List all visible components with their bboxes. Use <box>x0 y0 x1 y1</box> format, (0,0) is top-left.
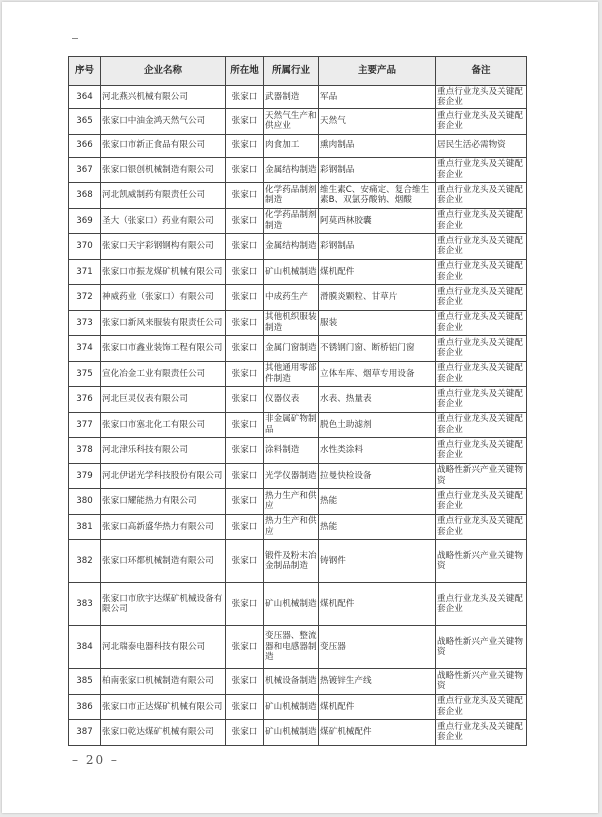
cell-city: 张家口 <box>226 157 264 183</box>
table-row <box>69 412 527 438</box>
cell-industry: 化学药品制剂制造 <box>264 208 319 234</box>
table-row <box>69 134 527 157</box>
cell-product: 彩钢制品 <box>319 157 436 183</box>
table-row <box>69 109 527 135</box>
cell-product: 煤机配件 <box>319 694 436 720</box>
cell-no: 380 <box>69 489 101 515</box>
cell-product: 滑膜炎颗粒、甘草片 <box>319 285 436 311</box>
cell-name: 张家口天宇彩钢钢构有限公司 <box>101 234 226 260</box>
cell-name: 河北凯威制药有限责任公司 <box>101 183 226 209</box>
cell-industry: 其他通用零部件制造 <box>264 361 319 387</box>
cell-product: 熏肉制品 <box>319 134 436 157</box>
table-row <box>69 626 527 669</box>
cell-industry: 锻件及粉末冶金制品制造 <box>264 540 319 583</box>
table-row <box>69 285 527 311</box>
cell-no: 385 <box>69 669 101 695</box>
cell-product: 立体车库、烟草专用设备 <box>319 361 436 387</box>
cell-city: 张家口 <box>226 109 264 135</box>
cell-product: 热能 <box>319 489 436 515</box>
table-row <box>69 489 527 515</box>
cell-industry: 矿山机械制造 <box>264 259 319 285</box>
cell-industry: 矿山机械制造 <box>264 583 319 626</box>
cell-note: 重点行业龙头及关键配套企业 <box>436 109 527 135</box>
cell-product: 煤机配件 <box>319 259 436 285</box>
cell-no: 381 <box>69 514 101 540</box>
cell-no: 370 <box>69 234 101 260</box>
cell-product: 铸钢件 <box>319 540 436 583</box>
cell-product: 水性类涂料 <box>319 438 436 464</box>
cell-city: 张家口 <box>226 208 264 234</box>
cell-city: 张家口 <box>226 259 264 285</box>
cell-name: 张家口市鑫业装饰工程有限公司 <box>101 336 226 362</box>
cell-industry: 金属结构制造 <box>264 234 319 260</box>
cell-name: 张家口市塞北化工有限公司 <box>101 412 226 438</box>
cell-name: 张家口环都机械制造有限公司 <box>101 540 226 583</box>
cell-city: 张家口 <box>226 438 264 464</box>
cell-name: 河北巨灵仪表有限公司 <box>101 387 226 413</box>
cell-product: 水表、热量表 <box>319 387 436 413</box>
cell-industry: 化学药品制剂制造 <box>264 183 319 209</box>
cell-city: 张家口 <box>226 514 264 540</box>
cell-no: 375 <box>69 361 101 387</box>
header-name: 企业名称 <box>101 57 226 86</box>
cell-industry: 武器制造 <box>264 86 319 109</box>
cell-name: 张家口市欣宇达煤矿机械设备有限公司 <box>101 583 226 626</box>
cell-no: 379 <box>69 463 101 489</box>
cell-industry: 非金属矿物制品 <box>264 412 319 438</box>
cell-no: 368 <box>69 183 101 209</box>
cell-note: 重点行业龙头及关键配套企业 <box>436 387 527 413</box>
table-row <box>69 540 527 583</box>
cell-city: 张家口 <box>226 86 264 109</box>
cell-name: 河北伊诺光学科技股份有限公司 <box>101 463 226 489</box>
table-row <box>69 387 527 413</box>
cell-note: 重点行业龙头及关键配套企业 <box>436 489 527 515</box>
cell-product: 不锈钢门窗、断桥铝门窗 <box>319 336 436 362</box>
cell-name: 柏南张家口机械制造有限公司 <box>101 669 226 695</box>
table-row <box>69 669 527 695</box>
cell-no: 371 <box>69 259 101 285</box>
cell-product: 变压器 <box>319 626 436 669</box>
cell-name: 河北燕兴机械有限公司 <box>101 86 226 109</box>
cell-product: 热能 <box>319 514 436 540</box>
table-row <box>69 720 527 746</box>
table-row <box>69 463 527 489</box>
cell-city: 张家口 <box>226 583 264 626</box>
cell-name: 圣大（张家口）药业有限公司 <box>101 208 226 234</box>
header-mark <box>72 38 78 39</box>
cell-note: 重点行业龙头及关键配套企业 <box>436 694 527 720</box>
cell-industry: 金属门窗制造 <box>264 336 319 362</box>
cell-industry: 仪器仪表 <box>264 387 319 413</box>
cell-no: 377 <box>69 412 101 438</box>
cell-industry: 热力生产和供应 <box>264 489 319 515</box>
table-row <box>69 234 527 260</box>
cell-note: 重点行业龙头及关键配套企业 <box>436 438 527 464</box>
cell-no: 374 <box>69 336 101 362</box>
cell-note: 重点行业龙头及关键配套企业 <box>436 183 527 209</box>
cell-note: 战略性新兴产业关键物资 <box>436 463 527 489</box>
cell-city: 张家口 <box>226 285 264 311</box>
cell-note: 重点行业龙头及关键配套企业 <box>436 86 527 109</box>
enterprise-table <box>68 56 527 746</box>
cell-city: 张家口 <box>226 412 264 438</box>
cell-industry: 变压器、整流器和电感器制造 <box>264 626 319 669</box>
cell-note: 重点行业龙头及关键配套企业 <box>436 259 527 285</box>
page-number: – 20 – <box>72 753 119 767</box>
cell-product: 维生素C、安痛定、复合维生素B、双氯芬酸钠、烟酸 <box>319 183 436 209</box>
cell-city: 张家口 <box>226 361 264 387</box>
table-row <box>69 310 527 336</box>
cell-no: 366 <box>69 134 101 157</box>
document-page <box>2 2 598 813</box>
cell-no: 372 <box>69 285 101 311</box>
header-city: 所在地 <box>226 57 264 86</box>
cell-name: 张家口银创机械制造有限公司 <box>101 157 226 183</box>
cell-product: 脱色土助滤剂 <box>319 412 436 438</box>
cell-industry: 中成药生产 <box>264 285 319 311</box>
cell-note: 战略性新兴产业关键物资 <box>436 669 527 695</box>
cell-product: 阿莫西林胶囊 <box>319 208 436 234</box>
cell-note: 重点行业龙头及关键配套企业 <box>436 583 527 626</box>
cell-no: 378 <box>69 438 101 464</box>
cell-note: 重点行业龙头及关键配套企业 <box>436 336 527 362</box>
cell-city: 张家口 <box>226 489 264 515</box>
cell-note: 重点行业龙头及关键配套企业 <box>436 514 527 540</box>
cell-no: 369 <box>69 208 101 234</box>
cell-product: 服装 <box>319 310 436 336</box>
cell-name: 张家口市振龙煤矿机械有限公司 <box>101 259 226 285</box>
table-row <box>69 694 527 720</box>
cell-name: 张家口乾达煤矿机械有限公司 <box>101 720 226 746</box>
cell-city: 张家口 <box>226 134 264 157</box>
cell-city: 张家口 <box>226 336 264 362</box>
cell-product: 煤机配件 <box>319 583 436 626</box>
cell-industry: 矿山机械制造 <box>264 694 319 720</box>
cell-name: 张家口中油金鸿天然气公司 <box>101 109 226 135</box>
cell-industry: 天然气生产和供应业 <box>264 109 319 135</box>
cell-no: 384 <box>69 626 101 669</box>
table-row <box>69 208 527 234</box>
cell-city: 张家口 <box>226 310 264 336</box>
table-row <box>69 183 527 209</box>
cell-name: 张家口耀能热力有限公司 <box>101 489 226 515</box>
cell-note: 重点行业龙头及关键配套企业 <box>436 208 527 234</box>
cell-no: 383 <box>69 583 101 626</box>
cell-product: 拉曼快检设备 <box>319 463 436 489</box>
header-industry: 所属行业 <box>264 57 319 86</box>
cell-industry: 其他机织服装制造 <box>264 310 319 336</box>
cell-note: 居民生活必需物资 <box>436 134 527 157</box>
cell-industry: 光学仪器制造 <box>264 463 319 489</box>
cell-name: 张家口市正达煤矿机械有限公司 <box>101 694 226 720</box>
cell-name: 张家口高新盛华热力有限公司 <box>101 514 226 540</box>
table-row <box>69 259 527 285</box>
cell-city: 张家口 <box>226 720 264 746</box>
table-row <box>69 157 527 183</box>
cell-industry: 涂料制造 <box>264 438 319 464</box>
cell-city: 张家口 <box>226 234 264 260</box>
cell-name: 张家口新风来服装有限责任公司 <box>101 310 226 336</box>
cell-name: 宣化冶金工业有限责任公司 <box>101 361 226 387</box>
cell-industry: 肉食加工 <box>264 134 319 157</box>
cell-city: 张家口 <box>226 387 264 413</box>
cell-note: 战略性新兴产业关键物资 <box>436 540 527 583</box>
header-no: 序号 <box>69 57 101 86</box>
table-header-row <box>69 57 527 86</box>
cell-name: 张家口市新正食品有限公司 <box>101 134 226 157</box>
cell-note: 重点行业龙头及关键配套企业 <box>436 157 527 183</box>
cell-no: 365 <box>69 109 101 135</box>
cell-city: 张家口 <box>226 463 264 489</box>
cell-no: 373 <box>69 310 101 336</box>
table-row <box>69 86 527 109</box>
table-row <box>69 583 527 626</box>
cell-no: 367 <box>69 157 101 183</box>
cell-industry: 矿山机械制造 <box>264 720 319 746</box>
cell-product: 煤矿机械配件 <box>319 720 436 746</box>
table-row <box>69 514 527 540</box>
cell-no: 382 <box>69 540 101 583</box>
cell-no: 387 <box>69 720 101 746</box>
table-row <box>69 438 527 464</box>
cell-name: 河北津乐科技有限公司 <box>101 438 226 464</box>
table-row <box>69 336 527 362</box>
cell-name: 神威药业（张家口）有限公司 <box>101 285 226 311</box>
cell-product: 彩钢制品 <box>319 234 436 260</box>
cell-city: 张家口 <box>226 183 264 209</box>
cell-note: 战略性新兴产业关键物资 <box>436 626 527 669</box>
cell-name: 河北瑞泰电器科技有限公司 <box>101 626 226 669</box>
cell-industry: 机械设备制造 <box>264 669 319 695</box>
cell-product: 天然气 <box>319 109 436 135</box>
cell-note: 重点行业龙头及关键配套企业 <box>436 285 527 311</box>
cell-no: 364 <box>69 86 101 109</box>
cell-note: 重点行业龙头及关键配套企业 <box>436 361 527 387</box>
cell-product: 军品 <box>319 86 436 109</box>
cell-note: 重点行业龙头及关键配套企业 <box>436 720 527 746</box>
cell-city: 张家口 <box>226 540 264 583</box>
cell-city: 张家口 <box>226 669 264 695</box>
cell-no: 386 <box>69 694 101 720</box>
header-note: 备注 <box>436 57 527 86</box>
header-product: 主要产品 <box>319 57 436 86</box>
cell-note: 重点行业龙头及关键配套企业 <box>436 234 527 260</box>
table-row <box>69 361 527 387</box>
cell-note: 重点行业龙头及关键配套企业 <box>436 412 527 438</box>
cell-product: 热镀锌生产线 <box>319 669 436 695</box>
cell-city: 张家口 <box>226 626 264 669</box>
cell-note: 重点行业龙头及关键配套企业 <box>436 310 527 336</box>
cell-no: 376 <box>69 387 101 413</box>
cell-industry: 金属结构制造 <box>264 157 319 183</box>
cell-industry: 热力生产和供应 <box>264 514 319 540</box>
cell-city: 张家口 <box>226 694 264 720</box>
